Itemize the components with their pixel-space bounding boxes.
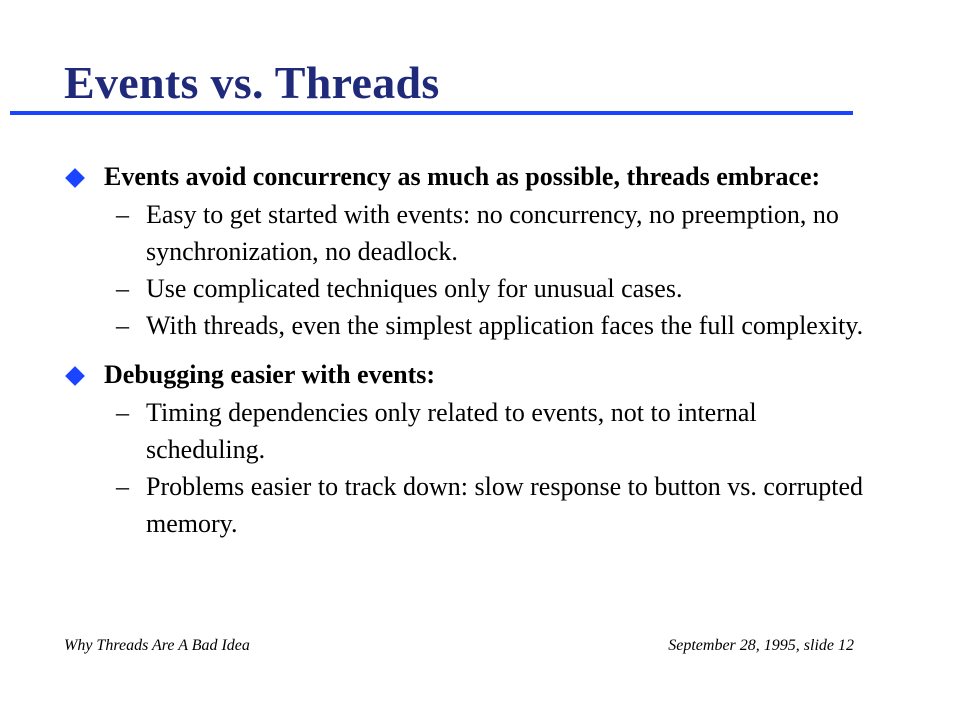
sub-item-text: With threads, even the simplest application faces the full complexity. bbox=[146, 311, 864, 340]
diamond-bullet-icon bbox=[65, 168, 85, 188]
dash-marker: – bbox=[116, 274, 129, 303]
sub-item-text: Use complicated techniques only for unusual cases. bbox=[146, 274, 683, 303]
sub-item bbox=[64, 196, 864, 270]
sub-item bbox=[64, 307, 864, 344]
title-underline-rule bbox=[10, 111, 853, 115]
sub-item-text: Problems easier to track down: slow response to button vs. corrupted memory. bbox=[146, 472, 864, 538]
sub-item bbox=[64, 468, 864, 542]
dash-marker: – bbox=[116, 311, 129, 340]
slide-content bbox=[64, 158, 864, 542]
bullet-item-2 bbox=[64, 356, 864, 394]
dash-marker: – bbox=[116, 398, 129, 427]
bullet-item-1 bbox=[64, 158, 864, 196]
sub-item bbox=[64, 270, 864, 307]
footer-date-slide-number: September 28, 1995, slide 12 bbox=[668, 637, 854, 654]
sub-item-text: Timing dependencies only related to events, not to internal scheduling. bbox=[146, 398, 757, 464]
footer-presentation-title: Why Threads Are A Bad Idea bbox=[64, 637, 250, 654]
dash-marker: – bbox=[116, 472, 129, 501]
sub-item-text: Easy to get started with events: no concurrency, no preemption, no synchronization, no deadlock. bbox=[146, 200, 839, 266]
slide-title: Events vs. Threads bbox=[64, 57, 440, 108]
dash-marker: – bbox=[116, 200, 129, 229]
bullet-text: Debugging easier with events: bbox=[104, 360, 436, 389]
bullet-text: Events avoid concurrency as much as possible, threads embrace: bbox=[104, 162, 821, 191]
sub-item bbox=[64, 394, 864, 468]
diamond-bullet-icon bbox=[65, 366, 85, 386]
